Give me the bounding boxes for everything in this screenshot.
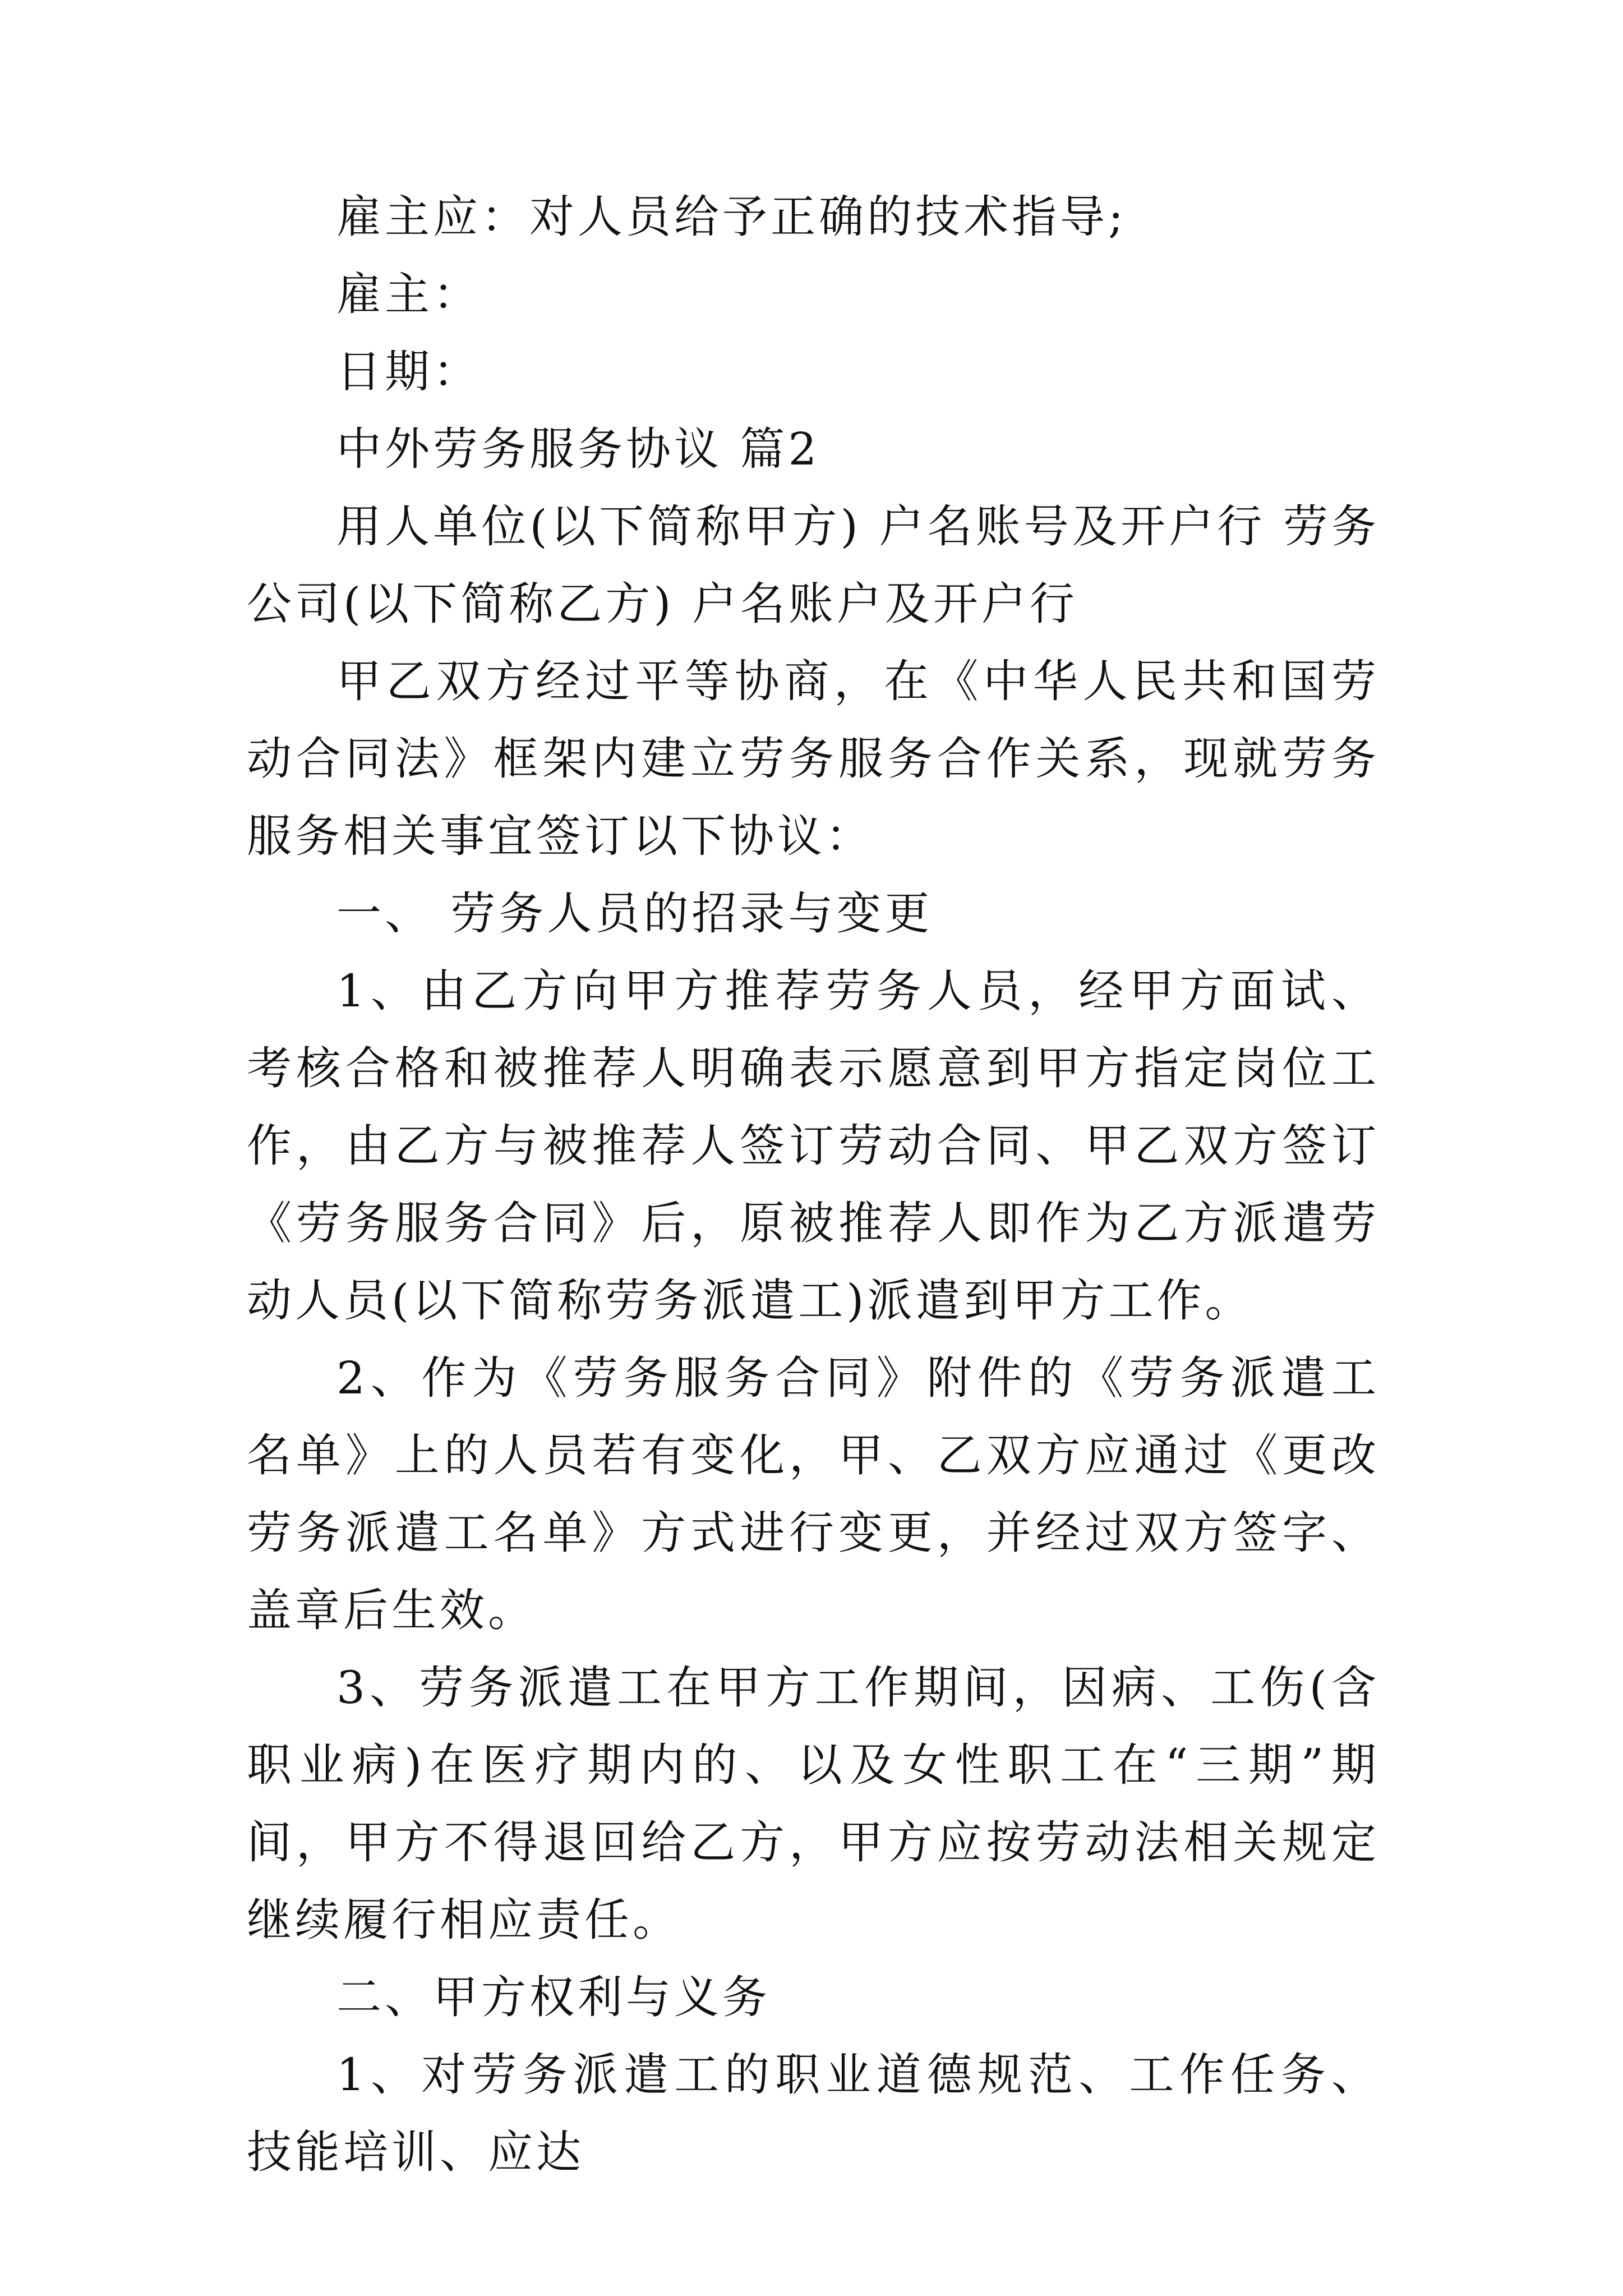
section-title: 中外劳务服务协议 篇2 bbox=[336, 423, 820, 475]
heading-recruitment: 一、 劳务人员的招录与变更 bbox=[336, 887, 933, 940]
heading-party-a-rights: 二、甲方权利与义务 bbox=[336, 1971, 771, 2023]
paragraph-employer-signature: 雇主： bbox=[336, 268, 481, 320]
clause-1-1: 1、由乙方向甲方推荐劳务人员，经甲方面试、考核合格和被推荐人明确表示愿意到甲方指定岗位工作，由乙方与被推荐人签订劳动合同、甲乙双方签订《劳务服务合同》后，原被推荐人即作为乙方派遣劳动人员(以下简称劳务派遣工)派遣到甲方工作。 bbox=[247, 965, 1380, 1327]
paragraph-parties: 用人单位(以下简称甲方) 户名账号及开户行 劳务公司(以下简称乙方) 户名账户及开户行 bbox=[247, 500, 1380, 630]
paragraph-preamble: 甲乙双方经过平等协商，在《中华人民共和国劳动合同法》框架内建立劳务服务合作关系，现就劳务服务相关事宜签订以下协议： bbox=[247, 655, 1380, 862]
clause-1-2: 2、作为《劳务服务合同》附件的《劳务派遣工名单》上的人员若有变化，甲、乙双方应通过《更改劳务派遣工名单》方式进行变更，并经过双方签字、盖章后生效。 bbox=[247, 1352, 1380, 1636]
paragraph-employer-duty: 雇主应：对人员给予正确的技术指导; bbox=[336, 191, 1127, 243]
clause-1-3: 3、劳务派遣工在甲方工作期间，因病、工伤(含职业病)在医疗期内的、以及女性职工在“三期”期间，甲方不得退回给乙方，甲方应按劳动法相关规定继续履行相应责任。 bbox=[247, 1662, 1380, 1946]
paragraph-date: 日期： bbox=[336, 346, 481, 398]
clause-2-1: 1、对劳务派遣工的职业道德规范、工作任务、技能培训、应达 bbox=[247, 2049, 1380, 2178]
document-body bbox=[247, 178, 1380, 2191]
